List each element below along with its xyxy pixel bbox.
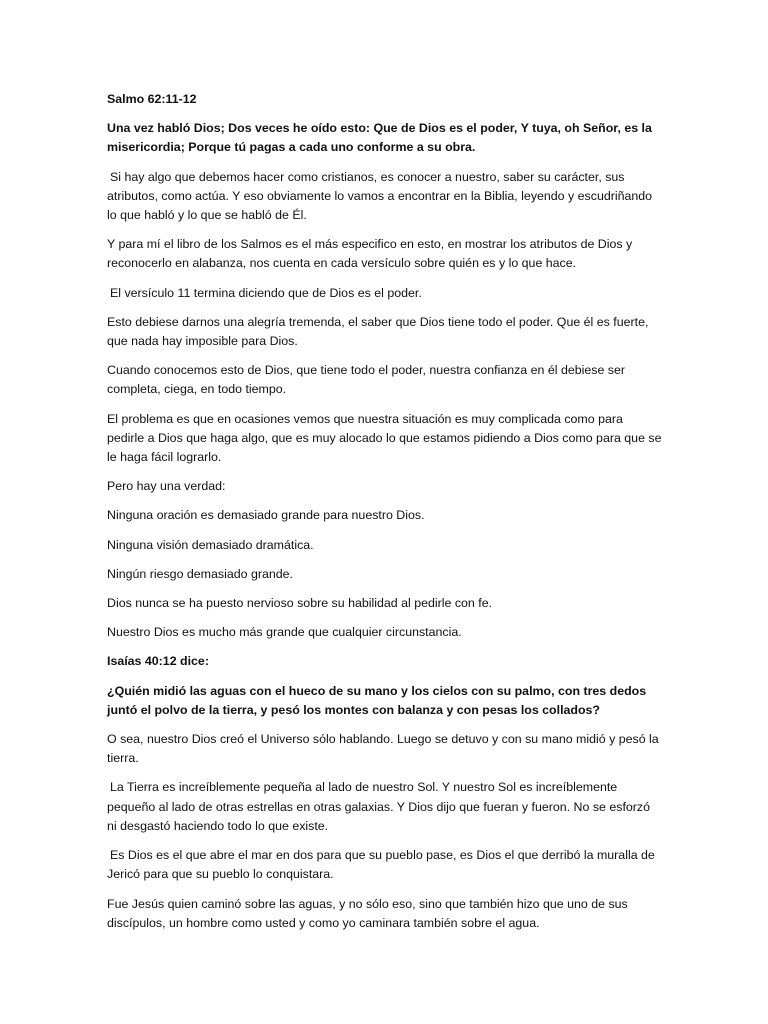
paragraph-body: O sea, nuestro Dios creó el Universo sólo hablando. Luego se detuvo y con su mano midió y pesó la tierra. [107,732,659,766]
paragraph-scripture-quote: Una vez habló Dios; Dos veces he oído esto: Que de Dios es el poder, Y tuya, oh Señor, es la misericordia; Porque tú pagas a cada uno conforme a su obra. [107,121,652,155]
paragraph-body: Esto debiese darnos una alegría tremenda, el saber que Dios tiene todo el poder. Que él es fuerte, que nada hay imposible para Dios. [107,314,649,349]
heading-isaias-reference: Isaías 40:12 dice: [107,654,209,669]
paragraph-body: La Tierra es increíblemente pequeña al lado de nuestro Sol. Y nuestro Sol es increíblemente pequeño al lado de otras estrellas en otras galaxias. Y Dios dijo que fueran y fueron. No se esforzó ni desgastó haciendo todo lo que existe. [107,780,650,833]
paragraph-body: Si hay algo que debemos hacer como cristianos, es conocer a nuestro, saber su carácter, sus atributos, como actúa. Y eso obviamente lo vamos a encontrar en la Biblia, leyendo y escudriñando lo que habló y lo que se habló de Él. [107,169,653,223]
paragraph-body: Ninguna oración es demasiado grande para nuestro Dios. [107,508,425,523]
paragraph-body: Pero hay una verdad: [107,479,226,494]
paragraph-body: Y para mí el libro de los Salmos es el más especifico en esto, en mostrar los atributos de Dios y reconocerlo en alabanza, nos cuenta en cada versículo sobre quién es y lo que hace. [107,237,633,271]
paragraph-body: Ningún riesgo demasiado grande. [107,566,293,581]
paragraph-body: Nuestro Dios es mucho más grande que cualquier circunstancia. [107,625,462,640]
paragraph-body: El versículo 11 termina diciendo que de Dios es el poder. [110,285,422,300]
heading-salmo-reference: Salmo 62:11-12 [107,92,197,106]
document-page [107,90,662,943]
paragraph-body: Dios nunca se ha puesto nervioso sobre su habilidad al pedirle con fe. [107,596,493,611]
paragraph-body: Es Dios es el que abre el mar en dos para que su pueblo pase, es Dios el que derribó la muralla de Jericó para que su pueblo lo conquistara. [107,848,655,882]
paragraph-body: Cuando conocemos esto de Dios, que tiene todo el poder, nuestra confianza en él debiese ser completa, ciega, en todo tiempo. [107,363,625,397]
paragraph-body: Fue Jesús quien caminó sobre las aguas, y no sólo eso, sino que también hizo que uno de sus discípulos, un hombre como usted y como yo caminara también sobre el agua. [107,896,628,930]
paragraph-scripture-quote: ¿Quién midió las aguas con el hueco de su mano y los cielos con su palmo, con tres dedos juntó el polvo de la tierra, y pesó los montes con balanza y con pesas los collados? [107,683,647,717]
paragraph-body: El problema es que en ocasiones vemos que nuestra situación es muy complicada como para pedirle a Dios que haga algo, que es muy alocado lo que estamos pidiendo a Dios como para que se le haga fácil lograrlo. [107,411,662,465]
paragraph-body: Ninguna visión demasiado dramática. [107,537,314,552]
